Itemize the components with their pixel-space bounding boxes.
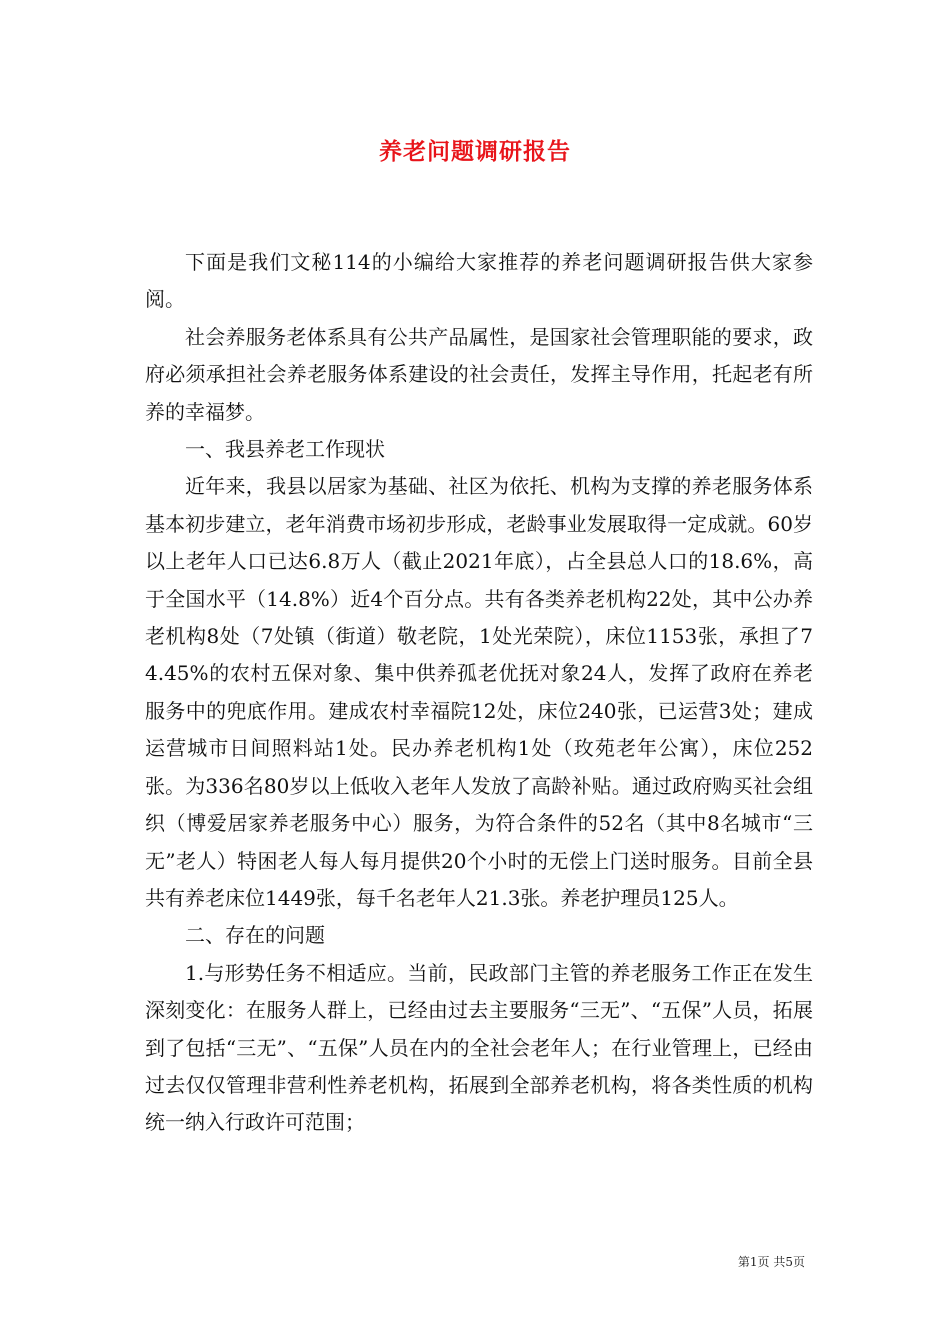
- paragraph-background: 社会养服务老体系具有公共产品属性，是国家社会管理职能的要求，政府必须承担社会养老服务体系建设的社会责任，发挥主导作用，托起老有所养的幸福梦。: [145, 324, 813, 424]
- paragraph-intro: 下面是我们文秘114的小编给大家推荐的养老问题调研报告供大家参阅。: [145, 250, 813, 312]
- section-heading-problems: 二、存在的问题: [185, 923, 325, 948]
- document-title: 养老问题调研报告: [379, 138, 571, 165]
- section-heading-current-status: 一、我县养老工作现状: [185, 437, 385, 462]
- paragraph-problem-1: 1.与形势任务不相适应。当前，民政部门主管的养老服务工作正在发生深刻变化：在服务人群上，已经由过去主要服务“三无”、“五保”人员，拓展到了包括“三无”、“五保”人员在内的全社会老年人；在行业管理上，已经由过去仅仅管理非营利性养老机构，拓展到全部养老机构，将各类性质的机构统一纳入行政许可范围；: [145, 960, 813, 1135]
- document-body: [145, 244, 813, 1142]
- paragraph-current-status: 近年来，我县以居家为基础、社区为依托、机构为支撑的养老服务体系基本初步建立，老年消费市场初步形成，老龄事业发展取得一定成就。60岁以上老年人口已达6.8万人（截止2021年底），占全县总人口的18.6%，高于全国水平（14.8%）近4个百分点。共有各类养老机构22处，其中公办养老机构8处（7处镇（街道）敬老院，1处光荣院），床位1153张，承担了74.45%的农村五保对象、集中供养孤老优抚对象24人，发挥了政府在养老服务中的兜底作用。建成农村幸福院12处，床位240张，已运营3处；建成运营城市日间照料站1处。民办养老机构1处（玫苑老年公寓），床位252张。为336名80岁以上低收入老年人发放了高龄补贴。通过政府购买社会组织（博爱居家养老服务中心）服务，为符合条件的52名（其中8名城市“三无”老人）特困老人每人每月提供20个小时的无偿上门送时服务。目前全县共有养老床位1449张，每千名老年人21.3张。养老护理员125人。: [145, 474, 813, 910]
- page-number-footer: 第1页 共5页: [737, 1255, 805, 1269]
